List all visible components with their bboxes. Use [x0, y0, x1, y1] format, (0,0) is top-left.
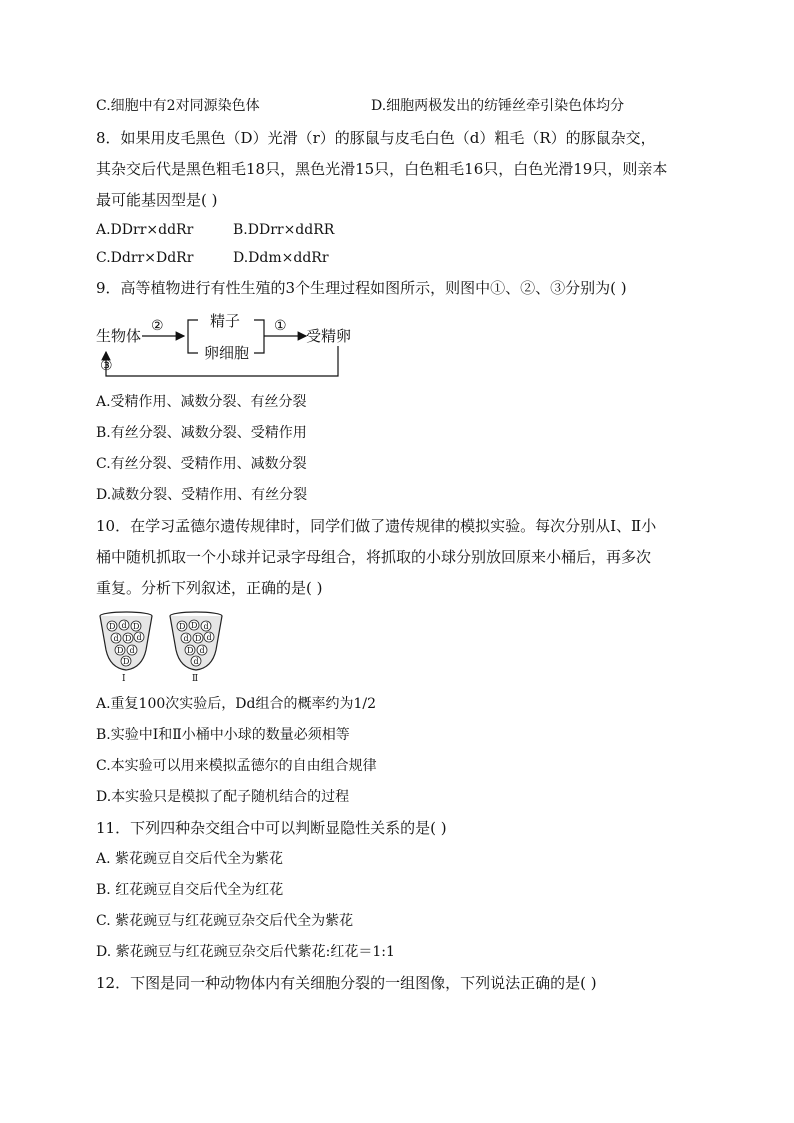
q9-option-d: D.减数分裂、受精作用、有丝分裂 — [96, 487, 308, 503]
ball-D: D — [109, 622, 116, 631]
ball-D: D — [125, 634, 132, 643]
bucket-1-label: Ⅰ — [122, 674, 126, 682]
q8-option-c: C.Ddrr×DdRr — [96, 250, 194, 266]
reproduction-diagram — [94, 308, 364, 383]
q10-option-a: A.重复100次实验后，Dd组合的概率约为1/2 — [96, 696, 376, 712]
q9-option-b: B.有丝分裂、减数分裂、受精作用 — [96, 425, 307, 441]
q8-stem-line2: 其杂交后代是黑色粗毛18只，黑色光滑15只，白色粗毛16只，白色光滑19只，则亲本 — [96, 160, 668, 178]
ball-d: d — [206, 633, 212, 642]
q10-stem-line1: 10．在学习孟德尔遗传规律时，同学们做了遗传规律的模拟实验。每次分别从Ⅰ、Ⅱ小 — [96, 517, 657, 535]
q8-option-b: B.DDrr×ddRR — [233, 222, 335, 238]
ball-D: D — [117, 646, 124, 655]
q9-option-a: A.受精作用、减数分裂、有丝分裂 — [96, 394, 307, 410]
ball-d: d — [129, 646, 135, 655]
bucket-2-label: Ⅱ — [192, 674, 199, 682]
buckets-figure — [96, 610, 236, 682]
ball-d: d — [113, 634, 119, 643]
q9-option-c: C.有丝分裂、受精作用、减数分裂 — [96, 456, 307, 472]
diagram-zygote: 受精卵 — [306, 327, 352, 345]
ball-D: D — [133, 622, 140, 631]
q9-stem: 9．高等植物进行有性生殖的3个生理过程如图所示，则图中①、②、③分别为( ) — [96, 279, 627, 297]
ball-d: d — [203, 622, 209, 631]
q11-option-c: C. 紫花豌豆与红花豌豆杂交后代全为紫花 — [96, 913, 354, 929]
bucket-2 — [170, 612, 222, 682]
ball-d: d — [183, 634, 189, 643]
ball-D: D — [179, 622, 186, 631]
q7-option-d: D.细胞两极发出的纺锤丝牵引染色体均分 — [371, 98, 625, 114]
bracket-left — [188, 320, 198, 353]
q8-option-d: D.Ddm×ddRr — [233, 250, 329, 266]
bracket-right — [254, 320, 264, 353]
q7-option-c: C.细胞中有2对同源染色体 — [96, 98, 260, 114]
q12-stem: 12．下图是同一种动物体内有关细胞分裂的一组图像，下列说法正确的是( ) — [96, 974, 597, 992]
q10-stem-line2: 桶中随机抓取一个小球并记录字母组合，将抓取的小球分别放回原来小桶后，再多次 — [96, 548, 652, 566]
ball-d: d — [193, 657, 199, 666]
q11-option-a: A. 紫花豌豆自交后代全为紫花 — [96, 851, 284, 867]
diagram-mark-2: ② — [151, 318, 164, 334]
diagram-mark-3: ③ — [100, 358, 113, 374]
diagram-sperm: 精子 — [210, 312, 241, 330]
ball-d: d — [136, 633, 142, 642]
q11-option-b: B. 红花豌豆自交后代全为红花 — [96, 882, 284, 898]
q10-option-c: C.本实验可以用来模拟孟德尔的自由组合规律 — [96, 758, 377, 774]
diagram-mark-1: ① — [274, 318, 287, 334]
diagram-organism: 生物体 — [96, 327, 142, 345]
q8-stem-line3: 最可能基因型是( ) — [96, 191, 218, 209]
ball-D: D — [187, 646, 194, 655]
q10-stem-line3: 重复。分析下列叙述，正确的是( ) — [96, 579, 323, 597]
q11-stem: 11．下列四种杂交组合中可以判断显隐性关系的是( ) — [96, 819, 447, 837]
ball-D: D — [123, 657, 130, 666]
bucket-1 — [100, 612, 152, 682]
ball-d: d — [121, 621, 127, 630]
q8-stem-line1: 8．如果用皮毛黑色（D）光滑（r）的豚鼠与皮毛白色（d）粗毛（R）的豚鼠杂交， — [96, 129, 656, 147]
q11-option-d: D. 紫花豌豆与红花豌豆杂交后代紫花:红花＝1:1 — [96, 944, 395, 960]
ball-D: D — [195, 634, 202, 643]
ball-D: D — [191, 621, 198, 630]
ball-d: d — [199, 646, 205, 655]
diagram-egg: 卵细胞 — [204, 344, 250, 362]
q8-option-a: A.DDrr×ddRr — [96, 222, 194, 238]
q10-option-b: B.实验中Ⅰ和Ⅱ小桶中小球的数量必须相等 — [96, 727, 350, 743]
q10-option-d: D.本实验只是模拟了配子随机结合的过程 — [96, 789, 350, 805]
